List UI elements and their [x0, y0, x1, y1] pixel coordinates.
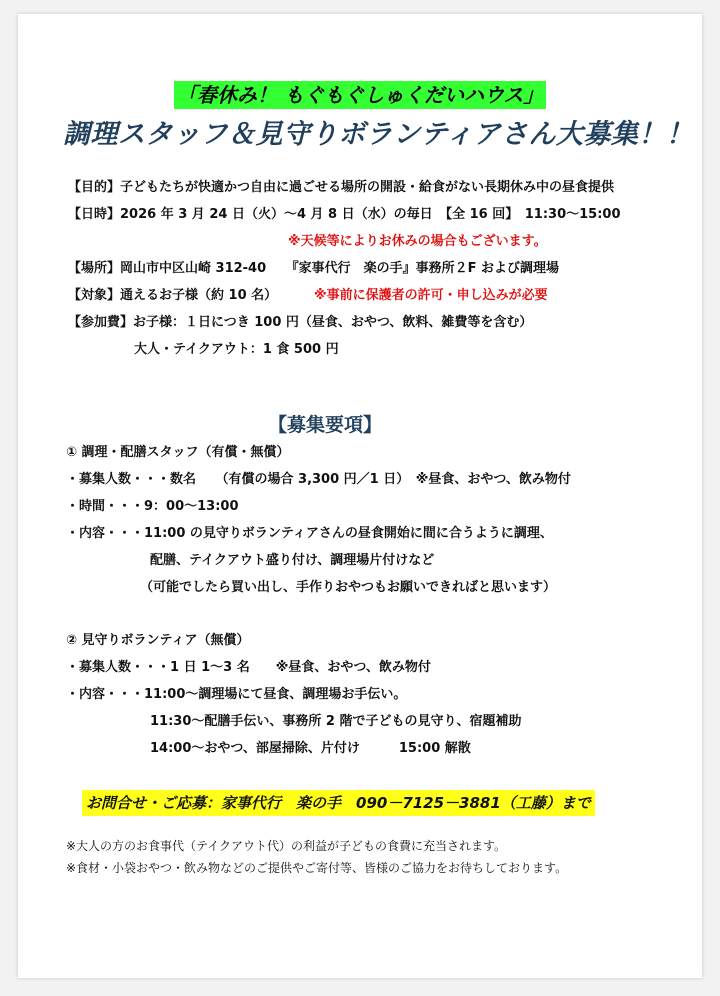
contact-banner: お問合せ・ご応募：家事代行 楽の手 090－7125－3881（工藤）まで — [82, 790, 595, 816]
job1-content-2: 配膳、テイクアウト盛り付け、調理場片付けなど — [150, 553, 435, 568]
purpose-line: 【目的】子どもたちが快適かつ自由に過ごせる場所の開設・給食がない長期休み中の昼食提供 — [68, 180, 615, 195]
job1-time: ・時間・・・9：00～13:00 — [66, 499, 239, 514]
job2-content-2: 11:30～配膳手伝い、事務所 2 階で子どもの見守り、宿題補助 — [150, 714, 522, 729]
target-line: 【対象】通えるお子様（約 10 名） — [68, 288, 278, 303]
note-line-2: ※食材・小袋おやつ・飲み物などのご提供やご寄付等、皆様のご協力をお待ちしております。 — [66, 861, 568, 875]
job1-title: ① 調理・配膳スタッフ（有償・無償） — [66, 445, 290, 460]
job2-title: ② 見守りボランティア（無償） — [66, 633, 250, 648]
job2-count: ・募集人数・・・1 日 1～3 名 ※昼食、おやつ、飲み物付 — [66, 660, 431, 675]
fee-child-line: 【参加費】お子様：１日につき 100 円（昼食、おやつ、飲料、雑費等を含む） — [68, 315, 533, 330]
note-line-1: ※大人の方のお食事代（テイクアウト代）の利益が子どもの食費に充当されます。 — [66, 839, 507, 853]
job1-content-1: ・内容・・・11:00 の見守りボランティアさんの昼食開始に間に合うように調理、 — [66, 526, 553, 541]
flyer-page — [18, 14, 702, 978]
place-line: 【場所】岡山市中区山崎 312-40 『家事代行 楽の手』事務所２F および調理場 — [68, 261, 560, 276]
job1-content-3: （可能でしたら買い出し、手作りおやつもお願いできればと思います） — [140, 580, 557, 595]
weather-note: ※天候等によりお休みの場合もございます。 — [288, 234, 547, 249]
target-note: ※事前に保護者の許可・申し込みが必要 — [314, 288, 548, 303]
job2-content-3: 14:00～おやつ、部屋掃除、片付け 15:00 解散 — [150, 741, 471, 756]
recruitment-headline: 調理スタッフ＆見守りボランティアさん大募集！！ — [63, 119, 694, 150]
fee-adult-line: 大人・テイクアウト：1 食 500 円 — [134, 342, 339, 357]
job1-count: ・募集人数・・・数名 （有償の場合 3,300 円／1 日） ※昼食、おやつ、飲み物付 — [66, 472, 571, 487]
job2-content-1: ・内容・・・11:00～調理場にて昼食、調理場お手伝い。 — [66, 687, 407, 702]
dates-line: 【日時】2026 年 3 月 24 日（火）～4 月 8 日（水）の毎日 【全 16 回】 11:30～15:00 — [68, 207, 621, 222]
recruit-heading: 【募集要項】 — [268, 414, 383, 436]
event-title: 「春休み！ もぐもぐしゅくだいハウス」 — [174, 81, 546, 109]
